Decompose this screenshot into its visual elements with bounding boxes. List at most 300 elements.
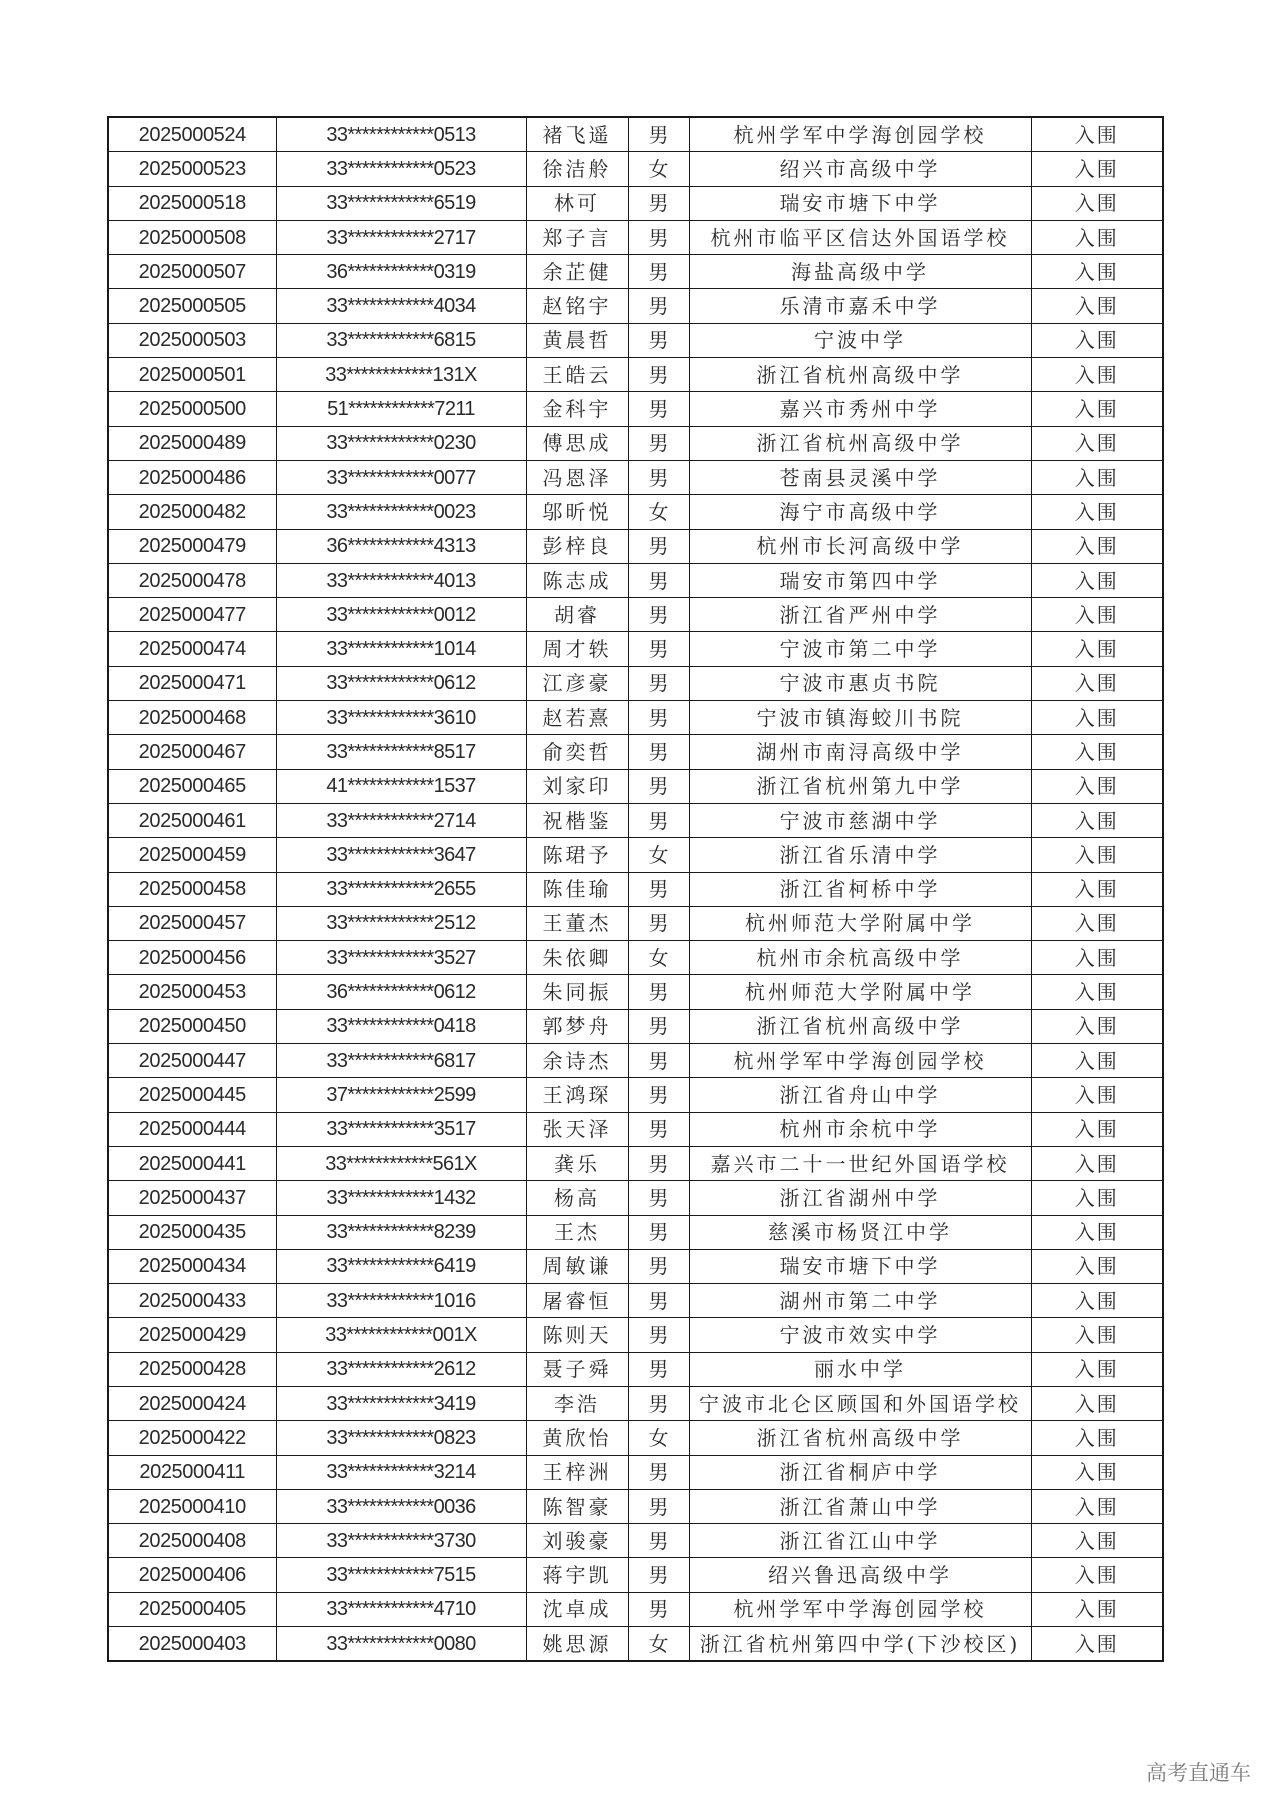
name-cell: 龚乐 xyxy=(526,1146,628,1180)
gender-cell: 男 xyxy=(628,1489,689,1523)
gender-cell: 男 xyxy=(628,1249,689,1283)
status-cell: 入围 xyxy=(1031,1112,1163,1146)
name-cell: 李浩 xyxy=(526,1386,628,1420)
candidate-id-cell: 2025000518 xyxy=(108,186,276,220)
status-cell: 入围 xyxy=(1031,358,1163,392)
status-cell: 入围 xyxy=(1031,495,1163,529)
status-cell: 入围 xyxy=(1031,1524,1163,1558)
school-cell: 杭州市余杭高级中学 xyxy=(689,941,1031,975)
table-row xyxy=(108,598,1163,632)
gender-cell: 女 xyxy=(628,1627,689,1662)
name-cell: 褚飞遥 xyxy=(526,117,628,152)
candidate-id-cell: 2025000467 xyxy=(108,735,276,769)
candidate-id-cell: 2025000501 xyxy=(108,358,276,392)
table-row xyxy=(108,632,1163,666)
status-cell: 入围 xyxy=(1031,186,1163,220)
name-cell: 王皓云 xyxy=(526,358,628,392)
id-card-cell: 41************1537 xyxy=(276,769,526,803)
table-row xyxy=(108,1181,1163,1215)
candidate-id-cell: 2025000403 xyxy=(108,1627,276,1662)
candidate-id-cell: 2025000456 xyxy=(108,941,276,975)
gender-cell: 男 xyxy=(628,1318,689,1352)
gender-cell: 男 xyxy=(628,1524,689,1558)
status-cell: 入围 xyxy=(1031,255,1163,289)
table-row xyxy=(108,1249,1163,1283)
id-card-cell: 33************3610 xyxy=(276,701,526,735)
name-cell: 黄欣怡 xyxy=(526,1421,628,1455)
gender-cell: 女 xyxy=(628,941,689,975)
id-card-cell: 33************1016 xyxy=(276,1284,526,1318)
candidate-id-cell: 2025000411 xyxy=(108,1455,276,1489)
name-cell: 赵若熹 xyxy=(526,701,628,735)
id-card-cell: 33************0080 xyxy=(276,1627,526,1662)
status-cell: 入围 xyxy=(1031,1215,1163,1249)
name-cell: 郭梦舟 xyxy=(526,1009,628,1043)
table-row xyxy=(108,1009,1163,1043)
name-cell: 江彦豪 xyxy=(526,666,628,700)
name-cell: 冯恩泽 xyxy=(526,460,628,494)
id-card-cell: 33************2612 xyxy=(276,1352,526,1386)
gender-cell: 男 xyxy=(628,1181,689,1215)
status-cell: 入围 xyxy=(1031,529,1163,563)
gender-cell: 男 xyxy=(628,1592,689,1626)
status-cell: 入围 xyxy=(1031,666,1163,700)
name-cell: 傅思成 xyxy=(526,426,628,460)
status-cell: 入围 xyxy=(1031,1592,1163,1626)
table-row xyxy=(108,1078,1163,1112)
gender-cell: 男 xyxy=(628,529,689,563)
school-cell: 宁波市慈湖中学 xyxy=(689,803,1031,837)
candidate-id-cell: 2025000468 xyxy=(108,701,276,735)
name-cell: 蒋宇凯 xyxy=(526,1558,628,1592)
candidate-id-cell: 2025000434 xyxy=(108,1249,276,1283)
gender-cell: 男 xyxy=(628,666,689,700)
gender-cell: 男 xyxy=(628,975,689,1009)
candidate-id-cell: 2025000478 xyxy=(108,563,276,597)
id-card-cell: 33************3647 xyxy=(276,838,526,872)
candidate-id-cell: 2025000471 xyxy=(108,666,276,700)
id-card-cell: 33************3517 xyxy=(276,1112,526,1146)
school-cell: 浙江省严州中学 xyxy=(689,598,1031,632)
candidate-id-cell: 2025000524 xyxy=(108,117,276,152)
candidate-id-cell: 2025000479 xyxy=(108,529,276,563)
id-card-cell: 33************6519 xyxy=(276,186,526,220)
candidate-id-cell: 2025000453 xyxy=(108,975,276,1009)
candidate-id-cell: 2025000441 xyxy=(108,1146,276,1180)
name-cell: 姚思源 xyxy=(526,1627,628,1662)
table-row xyxy=(108,255,1163,289)
gender-cell: 男 xyxy=(628,255,689,289)
school-cell: 绍兴鲁迅高级中学 xyxy=(689,1558,1031,1592)
candidate-id-cell: 2025000461 xyxy=(108,803,276,837)
id-card-cell: 33************4034 xyxy=(276,289,526,323)
table-row xyxy=(108,1592,1163,1626)
table-row xyxy=(108,220,1163,254)
id-card-cell: 37************2599 xyxy=(276,1078,526,1112)
candidate-id-cell: 2025000482 xyxy=(108,495,276,529)
table-row xyxy=(108,1455,1163,1489)
table-row xyxy=(108,975,1163,1009)
status-cell: 入围 xyxy=(1031,1181,1163,1215)
gender-cell: 男 xyxy=(628,1455,689,1489)
school-cell: 海宁市高级中学 xyxy=(689,495,1031,529)
name-cell: 祝楷鉴 xyxy=(526,803,628,837)
name-cell: 沈卓成 xyxy=(526,1592,628,1626)
status-cell: 入围 xyxy=(1031,152,1163,186)
table-body xyxy=(108,117,1163,1661)
table-row xyxy=(108,1524,1163,1558)
status-cell: 入围 xyxy=(1031,1249,1163,1283)
gender-cell: 男 xyxy=(628,117,689,152)
candidate-id-cell: 2025000405 xyxy=(108,1592,276,1626)
id-card-cell: 33************3419 xyxy=(276,1386,526,1420)
candidate-id-cell: 2025000477 xyxy=(108,598,276,632)
candidate-id-cell: 2025000457 xyxy=(108,906,276,940)
id-card-cell: 33************6817 xyxy=(276,1044,526,1078)
status-cell: 入围 xyxy=(1031,872,1163,906)
school-cell: 浙江省桐庐中学 xyxy=(689,1455,1031,1489)
school-cell: 宁波市效实中学 xyxy=(689,1318,1031,1352)
table-row xyxy=(108,1558,1163,1592)
gender-cell: 男 xyxy=(628,563,689,597)
table-row xyxy=(108,358,1163,392)
school-cell: 宁波市第二中学 xyxy=(689,632,1031,666)
school-cell: 嘉兴市二十一世纪外国语学校 xyxy=(689,1146,1031,1180)
candidate-id-cell: 2025000508 xyxy=(108,220,276,254)
table-row xyxy=(108,1352,1163,1386)
status-cell: 入围 xyxy=(1031,1318,1163,1352)
table-row xyxy=(108,117,1163,152)
id-card-cell: 33************0230 xyxy=(276,426,526,460)
candidate-id-cell: 2025000433 xyxy=(108,1284,276,1318)
id-card-cell: 36************4313 xyxy=(276,529,526,563)
school-cell: 海盐高级中学 xyxy=(689,255,1031,289)
school-cell: 宁波市惠贞书院 xyxy=(689,666,1031,700)
candidate-id-cell: 2025000406 xyxy=(108,1558,276,1592)
status-cell: 入围 xyxy=(1031,632,1163,666)
candidate-id-cell: 2025000450 xyxy=(108,1009,276,1043)
status-cell: 入围 xyxy=(1031,1146,1163,1180)
name-cell: 王鸿琛 xyxy=(526,1078,628,1112)
name-cell: 朱同振 xyxy=(526,975,628,1009)
table-row xyxy=(108,1112,1163,1146)
status-cell: 入围 xyxy=(1031,563,1163,597)
school-cell: 杭州学军中学海创园学校 xyxy=(689,1044,1031,1078)
id-card-cell: 33************8239 xyxy=(276,1215,526,1249)
school-cell: 丽水中学 xyxy=(689,1352,1031,1386)
school-cell: 宁波中学 xyxy=(689,323,1031,357)
name-cell: 余诗杰 xyxy=(526,1044,628,1078)
school-cell: 浙江省杭州第九中学 xyxy=(689,769,1031,803)
id-card-cell: 33************6815 xyxy=(276,323,526,357)
gender-cell: 女 xyxy=(628,495,689,529)
name-cell: 彭梓良 xyxy=(526,529,628,563)
id-card-cell: 33************0513 xyxy=(276,117,526,152)
name-cell: 黄晨哲 xyxy=(526,323,628,357)
candidate-id-cell: 2025000444 xyxy=(108,1112,276,1146)
school-cell: 浙江省柯桥中学 xyxy=(689,872,1031,906)
status-cell: 入围 xyxy=(1031,803,1163,837)
school-cell: 瑞安市第四中学 xyxy=(689,563,1031,597)
id-card-cell: 33************3730 xyxy=(276,1524,526,1558)
status-cell: 入围 xyxy=(1031,598,1163,632)
table-row xyxy=(108,872,1163,906)
candidate-id-cell: 2025000408 xyxy=(108,1524,276,1558)
status-cell: 入围 xyxy=(1031,838,1163,872)
name-cell: 赵铭宇 xyxy=(526,289,628,323)
status-cell: 入围 xyxy=(1031,701,1163,735)
school-cell: 乐清市嘉禾中学 xyxy=(689,289,1031,323)
candidate-id-cell: 2025000437 xyxy=(108,1181,276,1215)
candidate-id-cell: 2025000459 xyxy=(108,838,276,872)
gender-cell: 男 xyxy=(628,323,689,357)
gender-cell: 男 xyxy=(628,701,689,735)
candidate-id-cell: 2025000465 xyxy=(108,769,276,803)
candidate-id-cell: 2025000410 xyxy=(108,1489,276,1523)
gender-cell: 男 xyxy=(628,1558,689,1592)
school-cell: 瑞安市塘下中学 xyxy=(689,186,1031,220)
table-row xyxy=(108,666,1163,700)
name-cell: 杨高 xyxy=(526,1181,628,1215)
id-card-cell: 33************0012 xyxy=(276,598,526,632)
id-card-cell: 33************3527 xyxy=(276,941,526,975)
id-card-cell: 33************7515 xyxy=(276,1558,526,1592)
status-cell: 入围 xyxy=(1031,941,1163,975)
id-card-cell: 33************0523 xyxy=(276,152,526,186)
school-cell: 苍南县灵溪中学 xyxy=(689,460,1031,494)
table-row xyxy=(108,769,1163,803)
candidate-id-cell: 2025000507 xyxy=(108,255,276,289)
candidate-id-cell: 2025000445 xyxy=(108,1078,276,1112)
name-cell: 刘家印 xyxy=(526,769,628,803)
gender-cell: 男 xyxy=(628,392,689,426)
school-cell: 浙江省杭州高级中学 xyxy=(689,426,1031,460)
name-cell: 屠睿恒 xyxy=(526,1284,628,1318)
name-cell: 林可 xyxy=(526,186,628,220)
school-cell: 浙江省江山中学 xyxy=(689,1524,1031,1558)
watermark-text: 高考直通车 xyxy=(1146,1761,1251,1785)
table-row xyxy=(108,906,1163,940)
gender-cell: 男 xyxy=(628,1146,689,1180)
gender-cell: 男 xyxy=(628,803,689,837)
school-cell: 湖州市第二中学 xyxy=(689,1284,1031,1318)
school-cell: 杭州市余杭中学 xyxy=(689,1112,1031,1146)
table-row xyxy=(108,323,1163,357)
table-row xyxy=(108,1284,1163,1318)
school-cell: 杭州师范大学附属中学 xyxy=(689,975,1031,1009)
gender-cell: 男 xyxy=(628,872,689,906)
table-row xyxy=(108,803,1163,837)
gender-cell: 男 xyxy=(628,1009,689,1043)
status-cell: 入围 xyxy=(1031,769,1163,803)
gender-cell: 男 xyxy=(628,1044,689,1078)
status-cell: 入围 xyxy=(1031,1489,1163,1523)
gender-cell: 男 xyxy=(628,598,689,632)
gender-cell: 男 xyxy=(628,632,689,666)
candidate-id-cell: 2025000500 xyxy=(108,392,276,426)
status-cell: 入围 xyxy=(1031,735,1163,769)
name-cell: 刘骏豪 xyxy=(526,1524,628,1558)
id-card-cell: 36************0612 xyxy=(276,975,526,1009)
id-card-cell: 33************8517 xyxy=(276,735,526,769)
school-cell: 绍兴市高级中学 xyxy=(689,152,1031,186)
table-row xyxy=(108,460,1163,494)
name-cell: 余芷健 xyxy=(526,255,628,289)
name-cell: 王杰 xyxy=(526,1215,628,1249)
name-cell: 周敏谦 xyxy=(526,1249,628,1283)
table-row xyxy=(108,152,1163,186)
status-cell: 入围 xyxy=(1031,117,1163,152)
gender-cell: 女 xyxy=(628,1421,689,1455)
status-cell: 入围 xyxy=(1031,289,1163,323)
table-row xyxy=(108,563,1163,597)
id-card-cell: 33************0612 xyxy=(276,666,526,700)
gender-cell: 男 xyxy=(628,769,689,803)
table-row xyxy=(108,1044,1163,1078)
school-cell: 杭州市临平区信达外国语学校 xyxy=(689,220,1031,254)
table-row xyxy=(108,701,1163,735)
gender-cell: 女 xyxy=(628,152,689,186)
status-cell: 入围 xyxy=(1031,1455,1163,1489)
status-cell: 入围 xyxy=(1031,1386,1163,1420)
candidate-id-cell: 2025000424 xyxy=(108,1386,276,1420)
school-cell: 杭州市长河高级中学 xyxy=(689,529,1031,563)
status-cell: 入围 xyxy=(1031,975,1163,1009)
school-cell: 瑞安市塘下中学 xyxy=(689,1249,1031,1283)
table-row xyxy=(108,1146,1163,1180)
id-card-cell: 33************6419 xyxy=(276,1249,526,1283)
gender-cell: 男 xyxy=(628,220,689,254)
school-cell: 浙江省乐清中学 xyxy=(689,838,1031,872)
id-card-cell: 33************0036 xyxy=(276,1489,526,1523)
gender-cell: 男 xyxy=(628,1215,689,1249)
school-cell: 浙江省舟山中学 xyxy=(689,1078,1031,1112)
table-row xyxy=(108,735,1163,769)
gender-cell: 女 xyxy=(628,838,689,872)
id-card-cell: 33************1014 xyxy=(276,632,526,666)
id-card-cell: 33************2717 xyxy=(276,220,526,254)
school-cell: 浙江省杭州高级中学 xyxy=(689,358,1031,392)
school-cell: 浙江省湖州中学 xyxy=(689,1181,1031,1215)
status-cell: 入围 xyxy=(1031,220,1163,254)
id-card-cell: 33************561X xyxy=(276,1146,526,1180)
school-cell: 浙江省杭州第四中学(下沙校区) xyxy=(689,1627,1031,1662)
candidate-id-cell: 2025000486 xyxy=(108,460,276,494)
name-cell: 陈佳瑜 xyxy=(526,872,628,906)
gender-cell: 男 xyxy=(628,358,689,392)
id-card-cell: 33************2655 xyxy=(276,872,526,906)
name-cell: 俞奕哲 xyxy=(526,735,628,769)
school-cell: 浙江省萧山中学 xyxy=(689,1489,1031,1523)
id-card-cell: 33************4710 xyxy=(276,1592,526,1626)
id-card-cell: 36************0319 xyxy=(276,255,526,289)
candidate-id-cell: 2025000422 xyxy=(108,1421,276,1455)
candidate-id-cell: 2025000428 xyxy=(108,1352,276,1386)
candidate-id-cell: 2025000474 xyxy=(108,632,276,666)
name-cell: 王梓洲 xyxy=(526,1455,628,1489)
table-row xyxy=(108,1489,1163,1523)
name-cell: 张天泽 xyxy=(526,1112,628,1146)
table-row xyxy=(108,1318,1163,1352)
table-row xyxy=(108,1215,1163,1249)
status-cell: 入围 xyxy=(1031,1078,1163,1112)
gender-cell: 男 xyxy=(628,906,689,940)
candidate-id-cell: 2025000447 xyxy=(108,1044,276,1078)
gender-cell: 男 xyxy=(628,186,689,220)
name-cell: 胡睿 xyxy=(526,598,628,632)
school-cell: 嘉兴市秀州中学 xyxy=(689,392,1031,426)
table-row xyxy=(108,838,1163,872)
table-row xyxy=(108,1386,1163,1420)
status-cell: 入围 xyxy=(1031,1558,1163,1592)
school-cell: 宁波市北仑区顾国和外国语学校 xyxy=(689,1386,1031,1420)
candidate-id-cell: 2025000523 xyxy=(108,152,276,186)
candidate-id-cell: 2025000503 xyxy=(108,323,276,357)
name-cell: 周才轶 xyxy=(526,632,628,666)
table-row xyxy=(108,392,1163,426)
school-cell: 宁波市镇海蛟川书院 xyxy=(689,701,1031,735)
name-cell: 朱依卿 xyxy=(526,941,628,975)
name-cell: 陈智豪 xyxy=(526,1489,628,1523)
id-card-cell: 33************4013 xyxy=(276,563,526,597)
status-cell: 入围 xyxy=(1031,1009,1163,1043)
table-row xyxy=(108,1421,1163,1455)
id-card-cell: 33************2512 xyxy=(276,906,526,940)
candidate-id-cell: 2025000489 xyxy=(108,426,276,460)
table-row xyxy=(108,1627,1163,1662)
school-cell: 杭州学军中学海创园学校 xyxy=(689,1592,1031,1626)
name-cell: 陈志成 xyxy=(526,563,628,597)
status-cell: 入围 xyxy=(1031,426,1163,460)
school-cell: 浙江省杭州高级中学 xyxy=(689,1421,1031,1455)
school-cell: 浙江省杭州高级中学 xyxy=(689,1009,1031,1043)
status-cell: 入围 xyxy=(1031,1284,1163,1318)
candidate-id-cell: 2025000429 xyxy=(108,1318,276,1352)
candidate-id-cell: 2025000458 xyxy=(108,872,276,906)
id-card-cell: 51************7211 xyxy=(276,392,526,426)
table-row xyxy=(108,289,1163,323)
id-card-cell: 33************2714 xyxy=(276,803,526,837)
status-cell: 入围 xyxy=(1031,392,1163,426)
gender-cell: 男 xyxy=(628,1284,689,1318)
id-card-cell: 33************0418 xyxy=(276,1009,526,1043)
gender-cell: 男 xyxy=(628,460,689,494)
gender-cell: 男 xyxy=(628,1352,689,1386)
gender-cell: 男 xyxy=(628,735,689,769)
table-row xyxy=(108,426,1163,460)
status-cell: 入围 xyxy=(1031,906,1163,940)
name-cell: 聂子舜 xyxy=(526,1352,628,1386)
status-cell: 入围 xyxy=(1031,1044,1163,1078)
status-cell: 入围 xyxy=(1031,1627,1163,1662)
id-card-cell: 33************3214 xyxy=(276,1455,526,1489)
shortlist-table xyxy=(107,116,1164,1662)
id-card-cell: 33************001X xyxy=(276,1318,526,1352)
gender-cell: 男 xyxy=(628,1386,689,1420)
table-row xyxy=(108,495,1163,529)
id-card-cell: 33************131X xyxy=(276,358,526,392)
name-cell: 陈珺予 xyxy=(526,838,628,872)
table-row xyxy=(108,941,1163,975)
name-cell: 郑子言 xyxy=(526,220,628,254)
status-cell: 入围 xyxy=(1031,1352,1163,1386)
name-cell: 陈则天 xyxy=(526,1318,628,1352)
name-cell: 徐洁舲 xyxy=(526,152,628,186)
name-cell: 金科宇 xyxy=(526,392,628,426)
status-cell: 入围 xyxy=(1031,1421,1163,1455)
gender-cell: 男 xyxy=(628,289,689,323)
name-cell: 王董杰 xyxy=(526,906,628,940)
